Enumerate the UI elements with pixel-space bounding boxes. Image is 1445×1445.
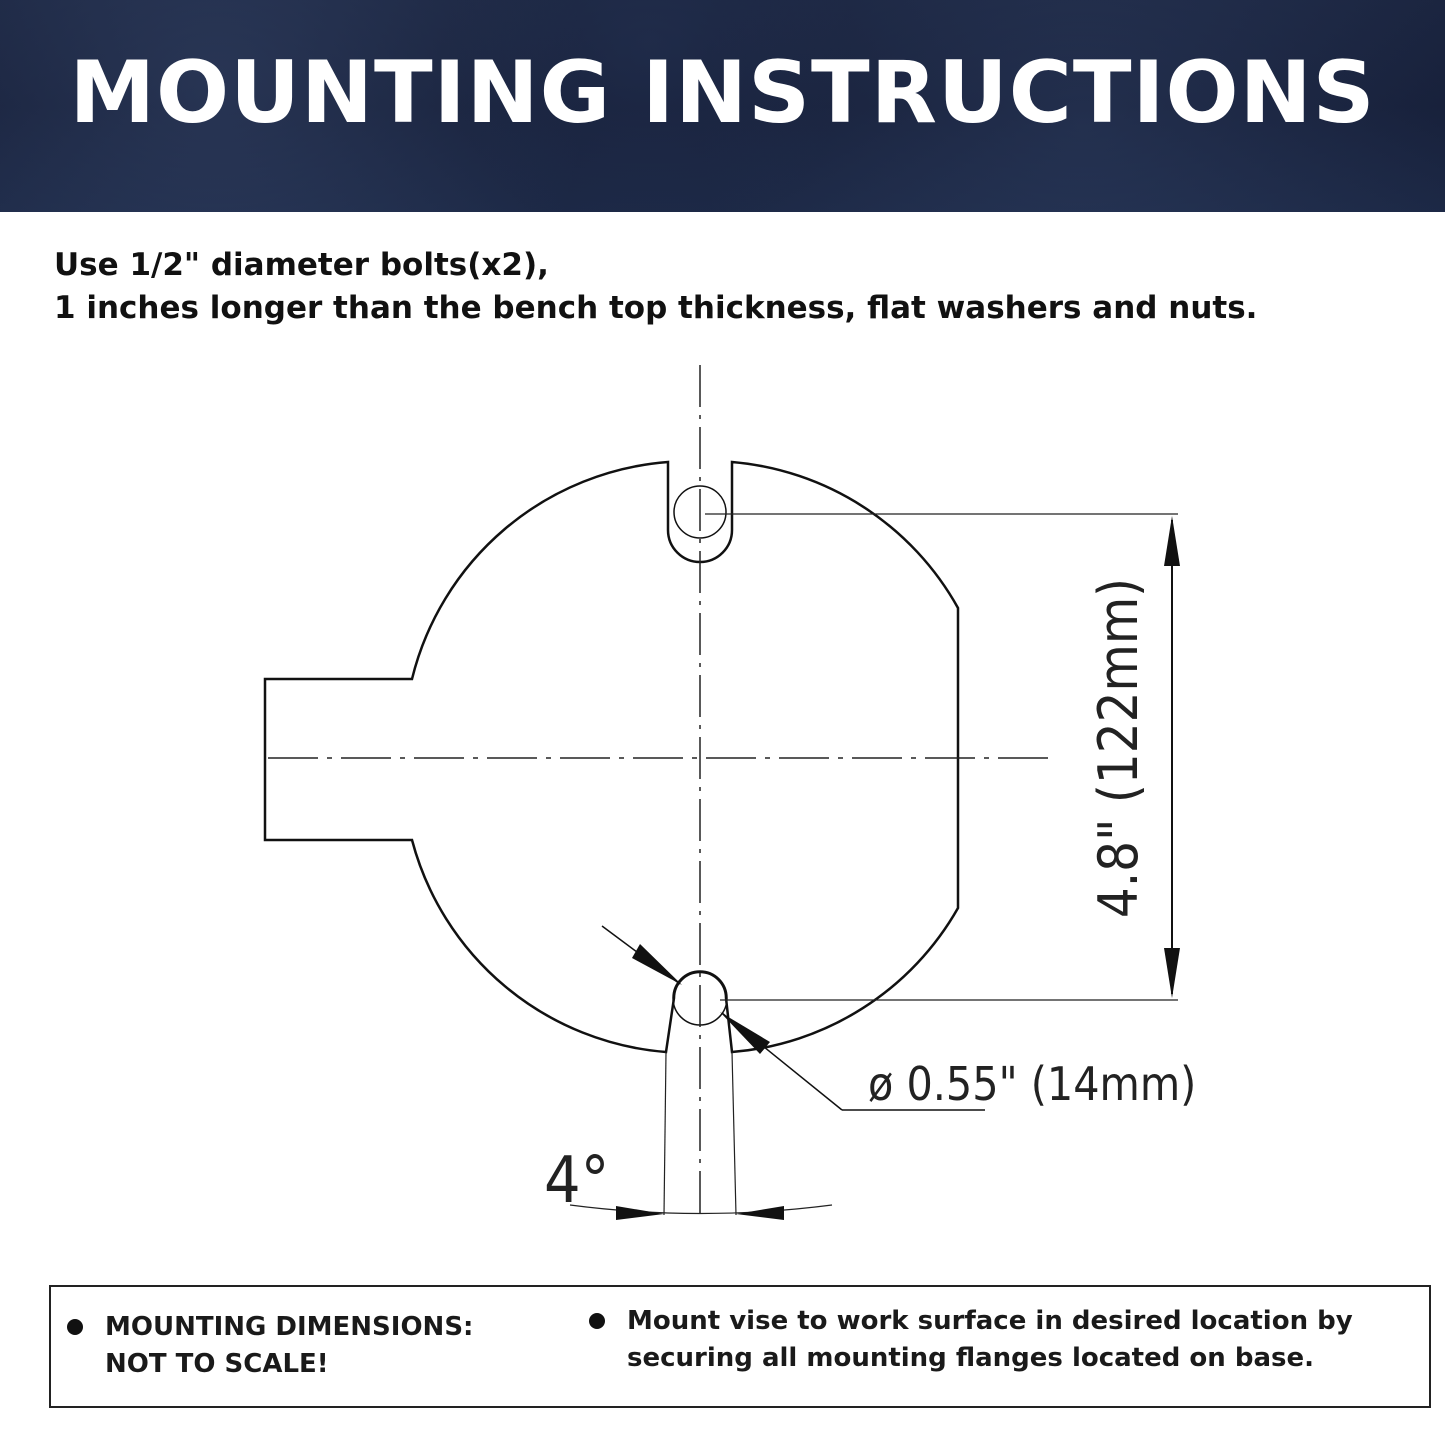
bullet-icon (589, 1313, 605, 1329)
base-outline (265, 462, 958, 1052)
bullet-icon (67, 1319, 83, 1335)
note-not-to-scale: MOUNTING DIMENSIONS: NOT TO SCALE! (105, 1309, 473, 1383)
slot-edge-right (732, 1052, 736, 1215)
intro-line-2: 1 inches longer than the bench top thickness, flat washers and nuts. (54, 290, 1258, 326)
height-arrow-bottom (1164, 948, 1180, 998)
diameter-arrow-lower (720, 1012, 770, 1054)
page-title: MOUNTING INSTRUCTIONS (69, 43, 1376, 143)
angle-arrow-right (736, 1206, 784, 1220)
hole-diameter-label: ø 0.55" (14mm) (868, 1057, 1197, 1111)
slot-edge-left (664, 1052, 666, 1215)
note-mount-vise: Mount vise to work surface in desired location by securing all mounting flanges located on base. (627, 1303, 1353, 1377)
angle-arrow-left (616, 1206, 664, 1220)
intro-line-1: Use 1/2" diameter bolts(x2), (54, 247, 549, 283)
height-dimension-label: 4.8" (122mm) (1087, 577, 1150, 919)
height-arrow-top (1164, 516, 1180, 566)
slot-angle-label: 4° (544, 1144, 610, 1218)
notes-box (49, 1285, 1431, 1408)
diameter-arrow-upper (632, 944, 682, 985)
